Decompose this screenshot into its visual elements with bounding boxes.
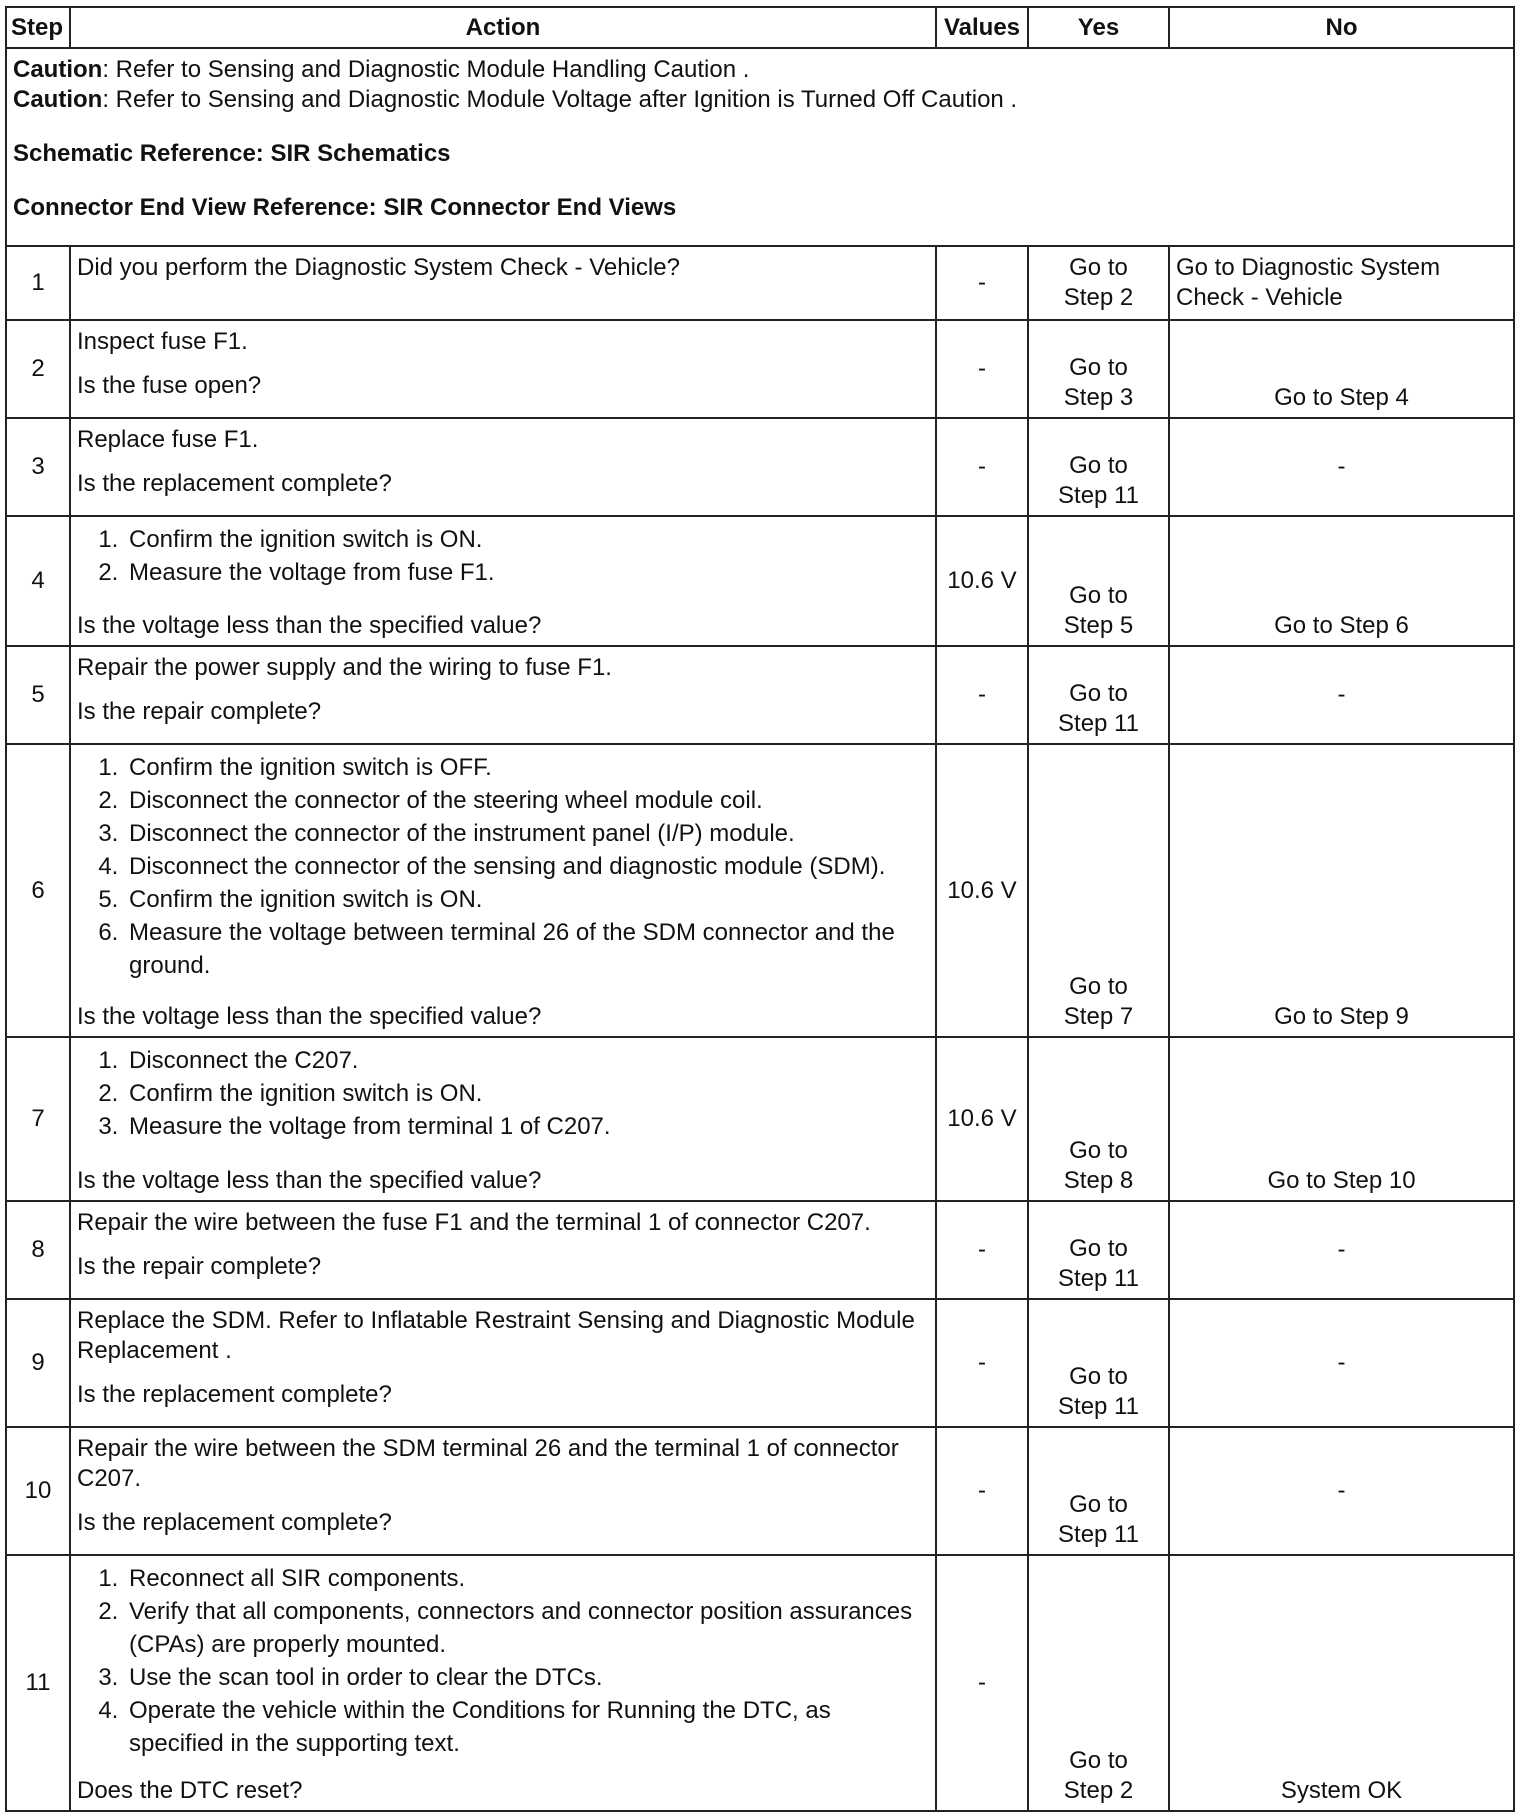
notes-cell xyxy=(6,48,1514,246)
action-cell xyxy=(70,516,936,646)
action-cell xyxy=(70,418,936,516)
yes-cell xyxy=(1028,516,1169,646)
step-number: 2 xyxy=(6,320,70,418)
values-cell: - xyxy=(936,246,1028,320)
table-row xyxy=(6,516,1514,646)
action-cell xyxy=(70,1299,936,1427)
yes-text: Go to xyxy=(1069,973,1128,1000)
action-step-item: 1. Disconnect the C207. xyxy=(125,1044,929,1077)
step-number: 11 xyxy=(6,1555,70,1811)
table-row xyxy=(6,418,1514,516)
action-question: Is the voltage less than the specified value? xyxy=(77,1167,542,1194)
action-steps-list xyxy=(77,523,929,589)
yes-text: Step 7 xyxy=(1063,1003,1134,1030)
yes-cell xyxy=(1028,646,1169,744)
action-step-item: 1. Confirm the ignition switch is OFF. xyxy=(125,751,929,784)
yes-text: Step 11 xyxy=(1058,1393,1139,1420)
no-text: - xyxy=(1337,1477,1346,1504)
values-cell: 10.6 V xyxy=(936,1037,1028,1201)
yes-cell xyxy=(1028,1037,1169,1201)
no-cell xyxy=(1169,320,1514,418)
yes-text: Go to xyxy=(1069,582,1128,609)
no-cell xyxy=(1169,418,1514,516)
header-yes: Yes xyxy=(1028,7,1169,48)
yes-text: Step 8 xyxy=(1063,1167,1134,1194)
yes-cell xyxy=(1028,744,1169,1037)
action-cell xyxy=(70,744,936,1037)
step-number: 1 xyxy=(6,246,70,320)
yes-text: Go to xyxy=(1069,354,1128,381)
values-cell: - xyxy=(936,320,1028,418)
header-no: No xyxy=(1169,7,1514,48)
caution-label: Caution xyxy=(13,56,103,83)
step-number: 8 xyxy=(6,1201,70,1299)
header-step: Step xyxy=(6,7,70,48)
diagnostic-table-document xyxy=(5,6,1513,1812)
no-cell xyxy=(1169,1201,1514,1299)
action-question: Is the replacement complete? xyxy=(77,1509,392,1536)
yes-cell xyxy=(1028,320,1169,418)
schematic-reference: Schematic Reference: SIR Schematics xyxy=(13,140,451,167)
no-cell xyxy=(1169,1555,1514,1811)
no-text: - xyxy=(1337,681,1346,708)
no-cell xyxy=(1169,1037,1514,1201)
yes-text: Go to xyxy=(1069,680,1128,707)
action-step-item: 4. Operate the vehicle within the Conditions for Running the DTC, as specified in the supporting text. xyxy=(125,1694,929,1760)
step-number: 7 xyxy=(6,1037,70,1201)
action-text: Repair the wire between the fuse F1 and the terminal 1 of connector C207. xyxy=(77,1209,871,1236)
table-row xyxy=(6,1201,1514,1299)
caution-line-1 xyxy=(13,55,1507,85)
yes-text: Go to xyxy=(1069,1491,1128,1518)
action-step-item: 4. Disconnect the connector of the sensing and diagnostic module (SDM). xyxy=(125,850,929,883)
values-cell: - xyxy=(936,646,1028,744)
action-text: Replace fuse F1. xyxy=(77,426,259,453)
action-question: Is the repair complete? xyxy=(77,698,322,725)
no-text: - xyxy=(1337,453,1346,480)
action-text: Did you perform the Diagnostic System Check - Vehicle? xyxy=(77,254,680,281)
no-cell xyxy=(1169,516,1514,646)
table-row xyxy=(6,744,1514,1037)
action-text: Replace the SDM. Refer to Inflatable Restraint Sensing and Diagnostic Module Replacement . xyxy=(77,1307,915,1364)
step-number: 6 xyxy=(6,744,70,1037)
step-number: 5 xyxy=(6,646,70,744)
yes-cell xyxy=(1028,1555,1169,1811)
yes-cell xyxy=(1028,1299,1169,1427)
action-question: Does the DTC reset? xyxy=(77,1777,303,1804)
no-text: - xyxy=(1337,1349,1346,1376)
yes-text: Step 2 xyxy=(1063,284,1134,311)
table-row xyxy=(6,1427,1514,1555)
action-step-item: 6. Measure the voltage between terminal 26 of the SDM connector and the ground. xyxy=(125,916,929,982)
step-number: 3 xyxy=(6,418,70,516)
table-row xyxy=(6,646,1514,744)
diagnostic-table xyxy=(5,6,1515,1812)
action-step-item: 1. Reconnect all SIR components. xyxy=(125,1562,929,1595)
header-values: Values xyxy=(936,7,1028,48)
values-cell: - xyxy=(936,418,1028,516)
no-cell xyxy=(1169,646,1514,744)
action-cell xyxy=(70,320,936,418)
caution-label: Caution xyxy=(13,86,103,113)
action-question: Is the replacement complete? xyxy=(77,470,392,497)
values-cell: 10.6 V xyxy=(936,744,1028,1037)
action-text: Inspect fuse F1. xyxy=(77,328,248,355)
action-step-item: 2. Disconnect the connector of the steering wheel module coil. xyxy=(125,784,929,817)
action-cell xyxy=(70,246,936,320)
action-steps-list xyxy=(77,751,929,982)
notes-row xyxy=(6,48,1514,246)
action-step-item: 1. Confirm the ignition switch is ON. xyxy=(125,523,929,556)
no-text: Go to Diagnostic System xyxy=(1176,254,1441,281)
action-cell xyxy=(70,1427,936,1555)
action-step-item: 5. Confirm the ignition switch is ON. xyxy=(125,883,929,916)
values-cell: - xyxy=(936,1555,1028,1811)
values-cell: - xyxy=(936,1427,1028,1555)
no-cell xyxy=(1169,1299,1514,1427)
values-cell: - xyxy=(936,1299,1028,1427)
no-text: System OK xyxy=(1280,1777,1403,1804)
yes-text: Step 11 xyxy=(1058,710,1139,737)
values-cell: - xyxy=(936,1201,1028,1299)
action-question: Is the fuse open? xyxy=(77,372,262,399)
yes-cell xyxy=(1028,1427,1169,1555)
action-step-item: 3. Measure the voltage from terminal 1 of C207. xyxy=(125,1110,929,1143)
step-number: 4 xyxy=(6,516,70,646)
no-text: Check - Vehicle xyxy=(1176,284,1343,311)
yes-text: Step 11 xyxy=(1058,1521,1139,1548)
no-text: - xyxy=(1337,1236,1346,1263)
action-question: Is the voltage less than the specified value? xyxy=(77,612,542,639)
no-text: Go to Step 6 xyxy=(1274,612,1409,639)
yes-cell xyxy=(1028,246,1169,320)
no-cell xyxy=(1169,246,1514,320)
yes-text: Step 11 xyxy=(1058,1265,1139,1292)
action-cell xyxy=(70,1201,936,1299)
action-question: Is the replacement complete? xyxy=(77,1381,392,1408)
action-steps-list xyxy=(77,1562,929,1760)
yes-text: Go to xyxy=(1069,254,1128,281)
caution-line-2 xyxy=(13,85,1507,115)
action-question: Is the repair complete? xyxy=(77,1253,322,1280)
action-cell xyxy=(70,646,936,744)
action-text: Repair the power supply and the wiring to fuse F1. xyxy=(77,654,612,681)
action-cell xyxy=(70,1555,936,1811)
action-cell xyxy=(70,1037,936,1201)
table-row xyxy=(6,1555,1514,1811)
yes-text: Go to xyxy=(1069,1747,1128,1774)
yes-text: Go to xyxy=(1069,1137,1128,1164)
yes-text: Go to xyxy=(1069,1363,1128,1390)
yes-text: Step 5 xyxy=(1063,612,1134,639)
no-text: Go to Step 4 xyxy=(1274,384,1409,411)
step-number: 10 xyxy=(6,1427,70,1555)
yes-text: Step 11 xyxy=(1058,482,1139,509)
table-row xyxy=(6,246,1514,320)
yes-text: Go to xyxy=(1069,1235,1128,1262)
action-steps-list xyxy=(77,1044,929,1143)
header-action: Action xyxy=(70,7,936,48)
values-cell: 10.6 V xyxy=(936,516,1028,646)
connector-reference: Connector End View Reference: SIR Connector End Views xyxy=(13,194,677,221)
yes-text: Step 3 xyxy=(1063,384,1134,411)
action-step-item: 3. Use the scan tool in order to clear the DTCs. xyxy=(125,1661,929,1694)
table-row xyxy=(6,1037,1514,1201)
action-step-item: 2. Verify that all components, connectors and connector position assurances (CPAs) are properly mounted. xyxy=(125,1595,929,1661)
action-question: Is the voltage less than the specified value? xyxy=(77,1003,542,1030)
action-text: Repair the wire between the SDM terminal 26 and the terminal 1 of connector C207. xyxy=(77,1435,899,1492)
no-text: Go to Step 10 xyxy=(1267,1167,1416,1194)
yes-text: Go to xyxy=(1069,452,1128,479)
no-cell xyxy=(1169,744,1514,1037)
action-step-item: 2. Measure the voltage from fuse F1. xyxy=(125,556,929,589)
yes-text: Step 2 xyxy=(1063,1777,1134,1804)
caution-text: : Refer to Sensing and Diagnostic Module Voltage after Ignition is Turned Off Caution . xyxy=(102,86,1018,113)
header-row xyxy=(6,7,1514,48)
table-row xyxy=(6,320,1514,418)
action-step-item: 2. Confirm the ignition switch is ON. xyxy=(125,1077,929,1110)
no-cell xyxy=(1169,1427,1514,1555)
yes-cell xyxy=(1028,418,1169,516)
yes-cell xyxy=(1028,1201,1169,1299)
table-row xyxy=(6,1299,1514,1427)
step-number: 9 xyxy=(6,1299,70,1427)
caution-text: : Refer to Sensing and Diagnostic Module Handling Caution . xyxy=(102,56,750,83)
action-step-item: 3. Disconnect the connector of the instrument panel (I/P) module. xyxy=(125,817,929,850)
no-text: Go to Step 9 xyxy=(1274,1003,1409,1030)
